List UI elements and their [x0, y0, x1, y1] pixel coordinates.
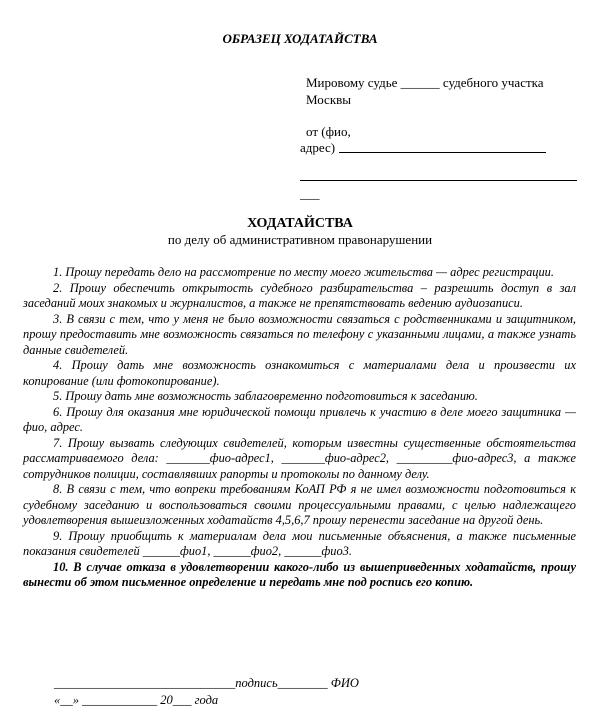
petition-item-5: 5. Прошу дать мне возможность заблаговременно подготовиться к заседанию.: [53, 389, 478, 403]
petition-item-1: 1. Прошу передать дело на рассмотрение по месту моего жительства — адрес регистрации.: [53, 265, 554, 279]
petition-item-3: 3. В связи с тем, что у меня не было возможности связаться с родственниками и защитником, прошу предоставить мне возможность связаться по телефону с указанными лицами, а также узнать данные свидетелей.: [23, 311, 576, 357]
date-line: «__» ____________ 20___ года: [54, 693, 219, 707]
sender-extra-text: ___: [300, 186, 320, 201]
petition-body: [23, 265, 576, 591]
petition-item-2: 2. Прошу обеспечить открытость судебного разбирательства – разрешить доступ в зал заседаний моих знакомых и журналистов, а также не препятствовать ведению аудиозаписи.: [23, 280, 576, 310]
sender-address-label: адрес): [300, 140, 336, 155]
petition-item-8: 8. В связи с тем, что вопреки требованиям КоАП РФ я не имел возможности подготовиться к судебному заседанию и воспользоваться своими процессуальными правами, с целью надлежащего удовлетворения вышеизложенных ходатайств 4,5,6,7 прошу перенести заседание на другой день.: [23, 482, 576, 527]
petition-item-6: 6. Прошу для оказания мне юридической помощи привлечь к участию в деле моего защитника — фио, адрес.: [23, 404, 576, 434]
sender-address-line: [339, 152, 546, 153]
addressee-city: Москвы: [306, 92, 352, 107]
sender-extra-line: [300, 180, 577, 181]
petition-item-7: 7. Прошу вызвать следующих свидетелей, которым известны существенные обстоятельства рассматриваемого дела: _______фио-адрес1, _______фио-адрес2, _________фио-адрес3, а также сотрудников полиции, составлявших рапорты и протоколы по данному делу.: [23, 435, 576, 481]
document-title: ХОДАТАЙСТВА: [247, 216, 353, 231]
petition-item-4: 4. Прошу дать мне возможность ознакомиться с материалами дела и произвести их копирование (или фотокопирование).: [23, 358, 576, 388]
addressee-judge: Мировому судье ______ судебного участка: [306, 75, 544, 90]
signature-line: _____________________________подпись________ ФИО: [54, 676, 359, 690]
sender-name: от (фио,: [306, 124, 351, 139]
sample-title: ОБРАЗЕЦ ХОДАТАЙСТВА: [222, 31, 378, 46]
petition-item-10: 10. В случае отказа в удовлетворении какого-либо из вышеприведенных ходатайств, прошу вынести об этом письменное определение и передать мне под роспись его копию.: [23, 559, 576, 589]
document-subtitle: по делу об административном правонарушении: [167, 232, 433, 247]
petition-item-9: 9. Прошу приобщить к материалам дела мои письменные объяснения, а также письменные показания свидетелей ______фио1, ______фио2, ______фио3.: [23, 528, 576, 558]
